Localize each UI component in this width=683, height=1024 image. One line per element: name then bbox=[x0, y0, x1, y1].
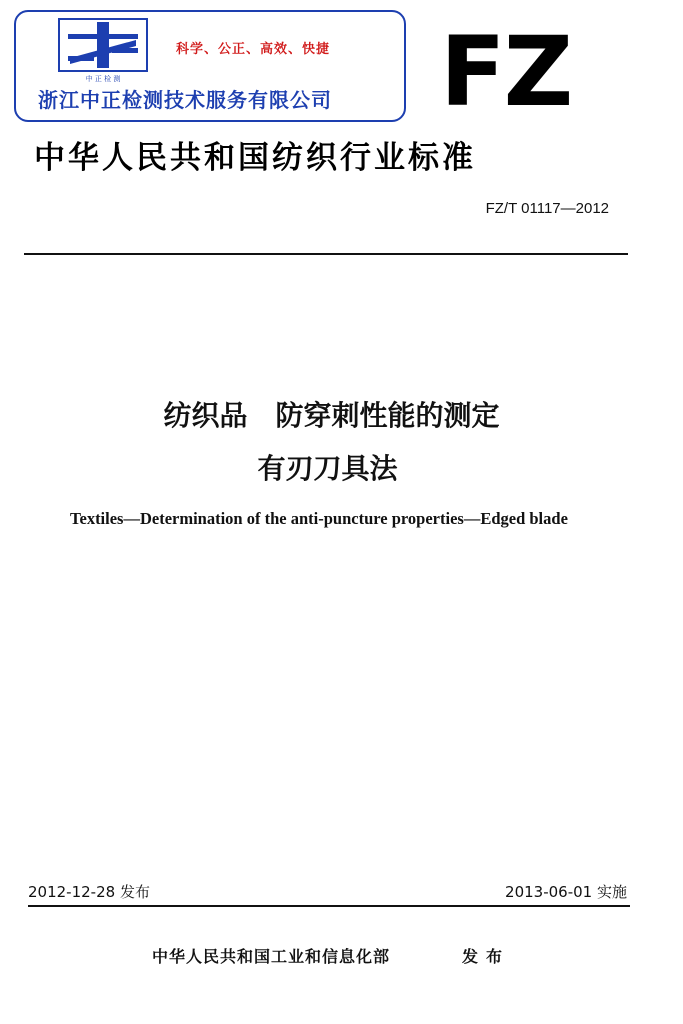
footer-divider bbox=[28, 905, 630, 907]
document-title-en: Textiles—Determination of the anti-puncture properties—Edged blade bbox=[70, 509, 568, 528]
logo-caption: 中 正 检 测 bbox=[85, 75, 121, 83]
fz-industry-mark: FZ bbox=[440, 16, 572, 128]
header-divider bbox=[24, 253, 628, 255]
company-logo-icon bbox=[58, 18, 148, 84]
stamp-company-name: 浙江中正检测技术服务有限公司 bbox=[38, 88, 332, 112]
company-stamp bbox=[14, 10, 406, 122]
publish-label: 发布 bbox=[462, 947, 511, 966]
issue-date: 2012-12-28 发布 bbox=[28, 883, 150, 901]
stamp-motto: 科学、公正、高效、快捷 bbox=[176, 42, 331, 57]
document-title-cn-line1: 纺织品 防穿刺性能的测定 bbox=[163, 399, 500, 432]
document-title-cn-line2: 有刃刀具法 bbox=[257, 452, 398, 485]
standard-category-title: 中华人民共和国纺织行业标准 bbox=[34, 140, 476, 176]
implementation-date: 2013-06-01 实施 bbox=[505, 883, 627, 901]
standard-number: FZ/T 01117—2012 bbox=[485, 200, 609, 217]
publisher-name: 中华人民共和国工业和信息化部 bbox=[152, 947, 391, 966]
